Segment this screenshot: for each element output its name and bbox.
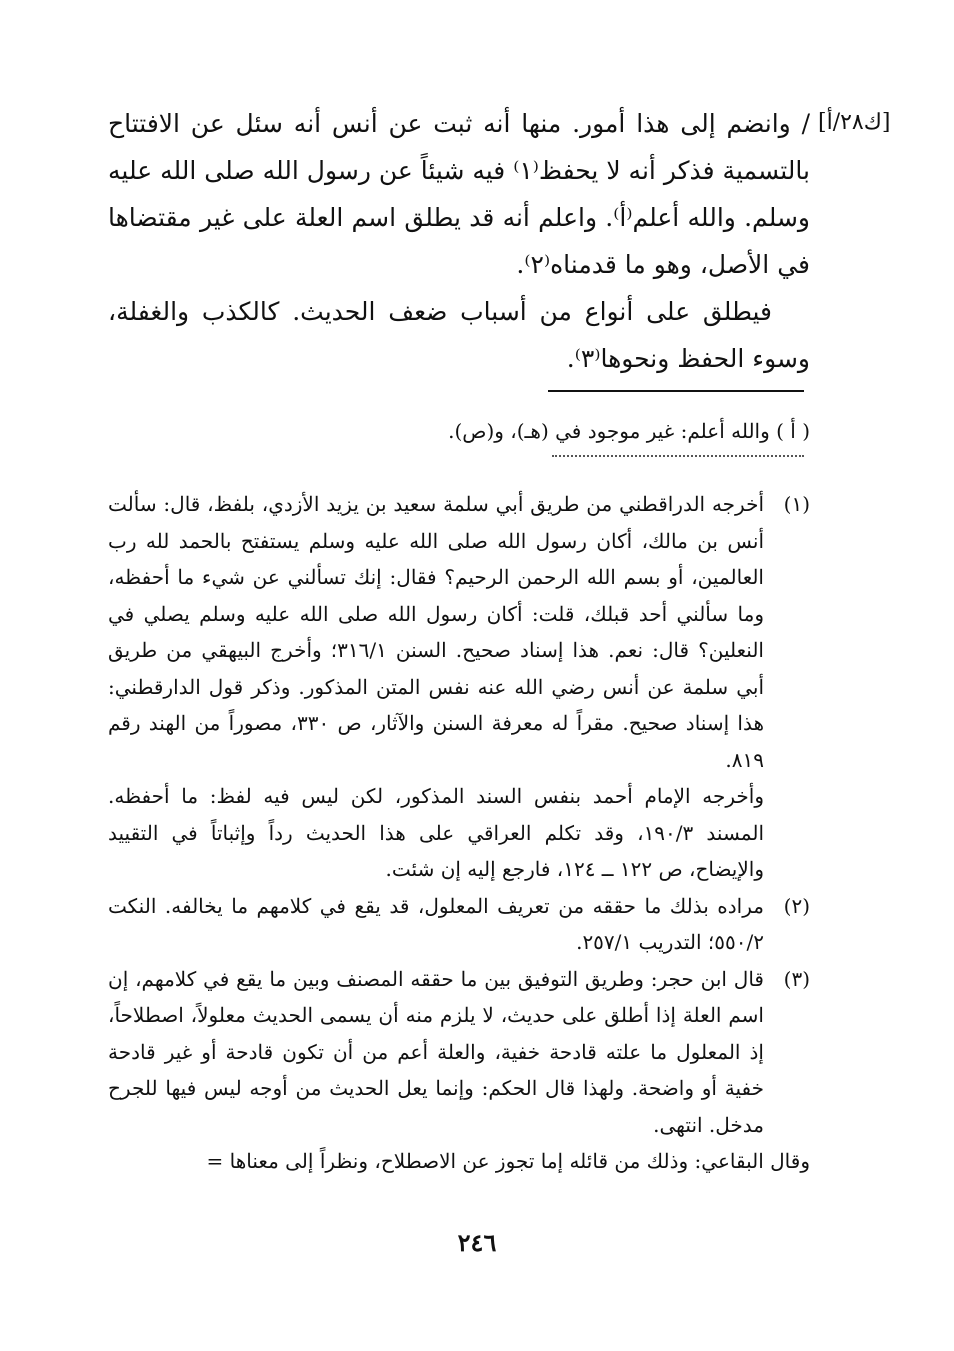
footnote-1 — [108, 486, 810, 888]
footnote-number: (٢) — [783, 893, 810, 918]
variant-note: ( أ ) والله أعلم: غير موجود في (هـ)، و(ص). — [448, 419, 810, 443]
footnote-2 — [108, 888, 810, 961]
footnote-separator — [548, 390, 804, 392]
footnote-paragraph: وأخرجه الإمام أحمد بنفس السند المذكور، لكن ليس فيه لفظ: ما أحفظه. المسند ١٩٠/٣، وقد تكلم العراقي على هذا الحديث رداً وإثباتاً في التقييد والإيضاح، ص ١٢٢ ــ ١٢٤، فارجع إليه إن شئت. — [108, 784, 765, 881]
main-paragraph-2: فيطلق على أنواع من أسباب ضعف الحديث. كالكذب والغفلة، وسوء الحفظ ونحوها⁽٣⁾. — [108, 297, 810, 373]
footnote-paragraph: مراده بذلك ما حققه من تعريف المعلول، قد يقع في كلامهم ما يخالفه. النكت ٥٥٠/٢؛ التدريب ٢٥٧/١. — [108, 893, 764, 954]
footnote-number: (١) — [783, 492, 810, 516]
continuation-text: وقال البقاعي: وذلك من قائله إما تجوز عن الاصطلاح، ونظراً إلى معناها = — [206, 1149, 810, 1173]
main-text — [108, 100, 810, 382]
footnote-3 — [108, 961, 810, 1144]
dotted-separator — [552, 455, 804, 457]
footnote-paragraph: قال ابن حجر: وطريق التوفيق بين ما حققه المصنف وبين ما يقع في كلامهم، إن اسم العلة إذا أطلق على حديث، لا يلزم منه أن يسمى الحديث معلولاً، اصطلاحاً، إذ المعلول ما علته قادحة خفية، والعلة أعم من أن تكون قادحة أو غير قادحة خفية أو واضحة. ولهذا قال الحكم: وإنما يعل الحديث من أوجه ليس فيها للجرح مدخل. انتهى. — [108, 966, 764, 1137]
page-number: ٢٤٦ — [457, 1228, 497, 1257]
footnote-number: (٣) — [783, 966, 810, 991]
manuscript-folio-marker: [ك٢٨/أ] — [818, 110, 891, 135]
footnote-paragraph: أخرجه الدراقطني من طريق أبي سلمة سعيد بن يزيد الأزدي، بلفظ، قال: سألت أنس بن مالك، أكان رسول الله صلى الله عليه وسلم يستفتح بالحمد لله رب العالمين، أو بسم الله الرحمن الرحيم؟ فقال: إنك تسألني عن شيء ما أحفظه، وما سألني أحد قبلك، قلت: أكان رسول الله صلى الله عليه وسلم يصلي في النعلين؟ قال: نعم. هذا إسناد صحيح. السنن ٣١٦/١؛ وأخرج البيهقي من طريق أبي سلمة عن أنس رضي الله عنه نفس المتن المذكور. وذكر قول الدارقطني: هذا إسناد صحيح. مقراً له معرفة السنن والآثار، ص ٣٣٠، مصوراً من الهند رقم ٨١٩. — [108, 492, 765, 772]
footnotes — [108, 486, 810, 1180]
footnote-continuation — [108, 1143, 810, 1180]
main-paragraph-1: / وانضم إلى هذا أمور. منها أنه ثبت عن أنس أنه سئل عن الافتتاح بالتسمية فذكر أنه لا يحفظ⁽١⁾ فيه شيئاً عن رسول الله صلى الله عليه وسلم. والله أعلم⁽أ⁾. واعلم أنه قد يطلق اسم العلة على غير مقتضاها في الأصل، وهو ما قدمناه⁽٢⁾. — [108, 109, 810, 279]
